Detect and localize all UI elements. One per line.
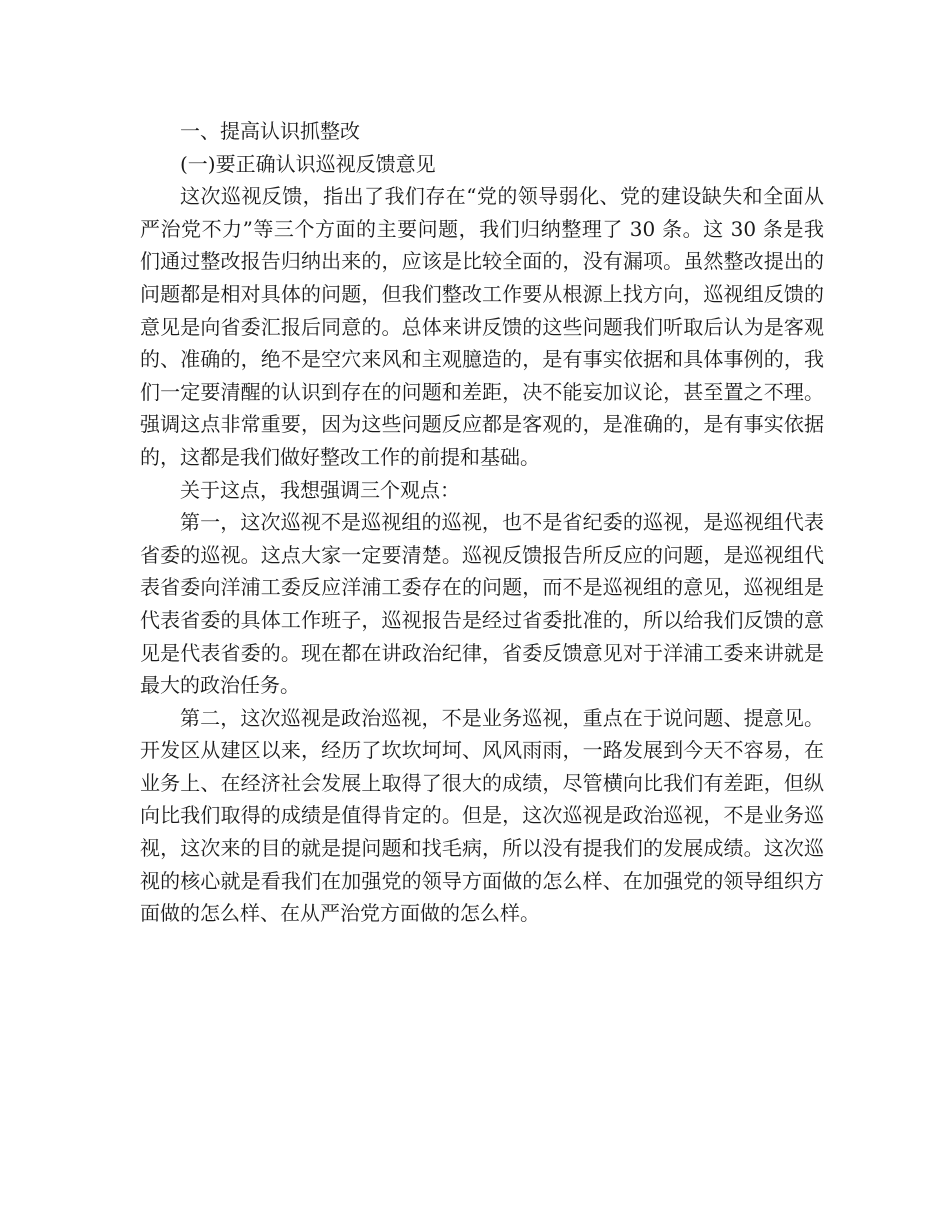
paragraph-point-one: 第一，这次巡视不是巡视组的巡视，也不是省纪委的巡视，是巡视组代表省委的巡视。这点大家一定要清楚。巡视反馈报告所反应的问题，是巡视组代表省委向洋浦工委反应洋浦工委存在的问题，而不是巡视组的意见，巡视组是代表省委的具体工作班子，巡视报告是经过省委批准的，所以给我们反馈的意见是代表省委的。现在都在讲政治纪律，省委反馈意见对于洋浦工委来讲就是最大的政治任务。	[140, 510, 824, 698]
section-heading: 一、提高认识抓整改	[180, 119, 360, 143]
subsection-heading: (一)要正确认识巡视反馈意见	[180, 151, 436, 176]
paragraph-feedback-overview: 这次巡视反馈，指出了我们存在“党的领导弱化、党的建设缺失和全面从严治党不力”等三个方面的主要问题，我们归纳整理了 30 条。这 30 条是我们通过整改报告归纳出来的，应该是比较全面的，没有漏项。虽然整改提出的问题都是相对具体的问题，但我们整改工作要从根源上找方向，巡视组反馈的意见是向省委汇报后同意的。总体来讲反馈的这些问题我们听取后认为是客观的、准确的，绝不是空穴来风和主观臆造的，是有事实依据和具体事例的，我们一定要清醒的认识到存在的问题和差距，决不能妄加议论，甚至置之不理。强调这点非常重要，因为这些问题反应都是客观的，是准确的，是有事实依据的，这都是我们做好整改工作的前提和基础。	[140, 184, 824, 469]
document-page	[140, 115, 824, 930]
paragraph-three-points-intro: 关于这点，我想强调三个观点：	[180, 477, 460, 502]
paragraph-point-two: 第二，这次巡视是政治巡视，不是业务巡视，重点在于说问题、提意见。开发区从建区以来，经历了坎坎坷坷、风风雨雨，一路发展到今天不容易，在业务上、在经济社会发展上取得了很大的成绩，尽管横向比我们有差距，但纵向比我们取得的成绩是值得肯定的。但是，这次巡视是政治巡视，不是业务巡视，这次来的目的就是提问题和找毛病，所以没有提我们的发展成绩。这次巡视的核心就是看我们在加强党的领导方面做的怎么样、在加强党的领导组织方面做的怎么样、在从严治党方面做的怎么样。	[140, 705, 824, 926]
